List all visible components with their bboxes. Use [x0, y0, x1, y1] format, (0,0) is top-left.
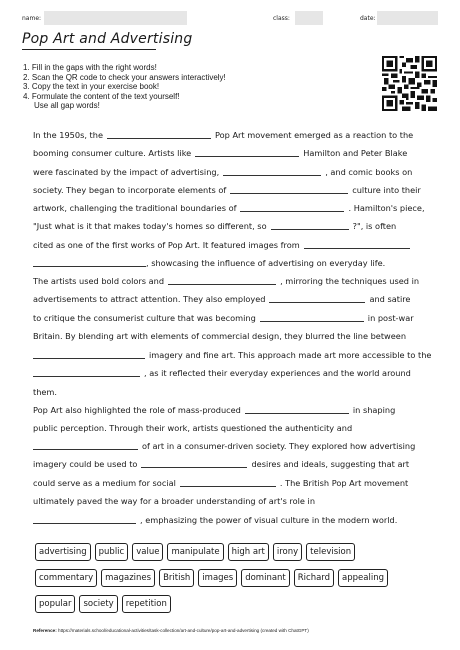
- instruction-item: Use all gap words!: [34, 101, 100, 111]
- text-segment: . Hamilton's piece,: [348, 203, 425, 213]
- text-segment: could serve as a medium for social: [33, 478, 176, 488]
- gap-blank[interactable]: [33, 368, 140, 377]
- text-segment: public perception. Through their work, artists questioned the authenticity and: [33, 423, 353, 433]
- reference-text: https://materials.school/educational-activities/task-collection/art-and-culture/pop-art-and-advertising (created with ChatGPT): [58, 628, 309, 633]
- text-segment: , and comic books on: [325, 167, 413, 177]
- text-segment: . The British Pop Art movement: [279, 478, 409, 488]
- text-segment: imagery could be used to: [33, 459, 138, 469]
- word-chip[interactable]: advertising: [35, 543, 91, 561]
- text-segment: Britain. By blending art with elements of commercial design, they blurred the line between: [33, 331, 407, 341]
- instruction-item: 3. Copy the text in your exercise book!: [23, 82, 160, 92]
- qr-code-icon[interactable]: [382, 56, 437, 111]
- word-bank-row: [35, 569, 388, 587]
- gap-blank[interactable]: [168, 276, 276, 285]
- reference: [33, 628, 309, 633]
- gap-blank[interactable]: [269, 294, 365, 303]
- text-line: [33, 276, 420, 286]
- text-segment: , mirroring the techniques used in: [280, 276, 420, 286]
- gap-blank[interactable]: [271, 221, 349, 230]
- text-line: [33, 405, 413, 415]
- class-label: class:: [273, 15, 290, 22]
- text-line: [33, 258, 413, 268]
- word-chip[interactable]: Richard: [294, 569, 334, 587]
- text-line: [33, 387, 413, 397]
- word-chip[interactable]: manipulate: [167, 543, 223, 561]
- text-segment: The artists used bold colors and: [33, 276, 165, 286]
- text-line: [33, 496, 413, 506]
- word-chip[interactable]: public: [95, 543, 129, 561]
- gap-blank[interactable]: [245, 405, 349, 414]
- word-chip[interactable]: images: [198, 569, 237, 587]
- text-segment: , emphasizing the power of visual culture in the modern world.: [140, 515, 398, 525]
- word-chip[interactable]: high art: [228, 543, 269, 561]
- title-underline: [22, 49, 156, 50]
- text-segment: Pop Art also highlighted the role of mass-produced: [33, 405, 241, 415]
- gap-blank[interactable]: [180, 478, 276, 487]
- text-segment: of art in a consumer-driven society. They explored how advertising: [142, 441, 416, 451]
- text-line: [33, 515, 413, 525]
- text-segment: , showcasing the influence of advertising on everyday life.: [146, 258, 386, 268]
- text-line: [33, 459, 413, 469]
- gap-blank[interactable]: [107, 130, 211, 139]
- text-segment: were fascinated by the impact of advertising,: [33, 167, 220, 177]
- name-label: name:: [22, 15, 42, 22]
- word-chip[interactable]: television: [306, 543, 355, 561]
- text-segment: in shaping: [352, 405, 396, 415]
- text-line: [33, 294, 413, 304]
- word-chip[interactable]: value: [132, 543, 163, 561]
- gap-blank[interactable]: [260, 313, 364, 322]
- word-chip[interactable]: irony: [273, 543, 302, 561]
- text-line: [33, 313, 413, 323]
- text-segment: to critique the consumerist culture that was becoming: [33, 313, 256, 323]
- text-segment: desires and ideals, suggesting that art: [251, 459, 410, 469]
- text-segment: ultimately paved the way for a broader understanding of art's role in: [33, 496, 316, 506]
- gap-blank[interactable]: [33, 441, 138, 450]
- gap-blank[interactable]: [230, 185, 348, 194]
- class-field[interactable]: [295, 11, 323, 25]
- text-line: [33, 423, 413, 433]
- gap-blank[interactable]: [195, 148, 299, 157]
- gap-blank[interactable]: [304, 240, 410, 249]
- text-segment: ?", is often: [352, 221, 397, 231]
- gap-blank[interactable]: [240, 203, 344, 212]
- name-field[interactable]: [44, 11, 187, 25]
- page-title: Pop Art and Advertising: [22, 31, 193, 47]
- text-line: [33, 331, 413, 341]
- text-segment: , as it reflected their everyday experiences and the world around: [144, 368, 411, 378]
- word-chip[interactable]: British: [159, 569, 194, 587]
- instructions-list: [23, 63, 226, 111]
- instruction-item: 4. Formulate the content of the text yourself!: [23, 91, 180, 101]
- instruction-item: 1. Fill in the gaps with the right words!: [23, 63, 157, 72]
- text-line: [33, 185, 421, 195]
- text-line: [33, 240, 413, 250]
- text-segment: them.: [33, 387, 58, 397]
- text-segment: artwork, challenging the traditional boundaries of: [33, 203, 237, 213]
- instruction-item: 2. Scan the QR code to check your answers interactively!: [23, 72, 226, 82]
- word-bank-row: [35, 595, 171, 613]
- text-segment: "Just what is it that makes today's homes so different, so: [33, 221, 267, 231]
- text-line: [33, 167, 413, 177]
- text-segment: Hamilton and Peter Blake: [303, 148, 408, 158]
- word-chip[interactable]: repetition: [122, 595, 171, 613]
- text-line: [33, 350, 432, 360]
- text-line: [33, 478, 413, 488]
- text-line: [33, 203, 425, 213]
- text-segment: In the 1950s, the: [33, 130, 103, 140]
- gap-blank[interactable]: [141, 459, 247, 468]
- date-label: date:: [360, 15, 376, 22]
- text-line: [33, 130, 413, 140]
- text-segment: in post-war: [367, 313, 414, 323]
- text-segment: culture into their: [352, 185, 421, 195]
- text-segment: advertisements to attract attention. They also employed: [33, 294, 266, 304]
- word-chip[interactable]: popular: [35, 595, 75, 613]
- text-segment: cited as one of the first works of Pop Art. It featured images from: [33, 240, 300, 250]
- gap-blank[interactable]: [33, 515, 136, 524]
- word-chip[interactable]: commentary: [35, 569, 97, 587]
- text-line: [33, 148, 413, 158]
- text-line: [33, 441, 416, 451]
- gap-blank[interactable]: [33, 350, 145, 359]
- text-segment: and satire: [369, 294, 411, 304]
- date-field[interactable]: [377, 11, 438, 25]
- text-segment: imagery and fine art. This approach made art more accessible to the: [149, 350, 432, 360]
- gap-blank[interactable]: [33, 258, 146, 267]
- word-chip[interactable]: society: [79, 595, 117, 613]
- gap-blank[interactable]: [223, 167, 321, 176]
- text-segment: society. They began to incorporate elements of: [33, 185, 227, 195]
- text-segment: booming consumer culture. Artists like: [33, 148, 192, 158]
- text-line: [33, 221, 413, 231]
- word-chip[interactable]: dominant: [241, 569, 290, 587]
- text-line: [33, 368, 413, 378]
- word-bank-row: [35, 543, 355, 561]
- reference-label: Reference:: [33, 628, 57, 633]
- text-segment: Pop Art movement emerged as a reaction to the: [215, 130, 414, 140]
- word-chip[interactable]: magazines: [101, 569, 155, 587]
- word-chip[interactable]: appealing: [338, 569, 388, 587]
